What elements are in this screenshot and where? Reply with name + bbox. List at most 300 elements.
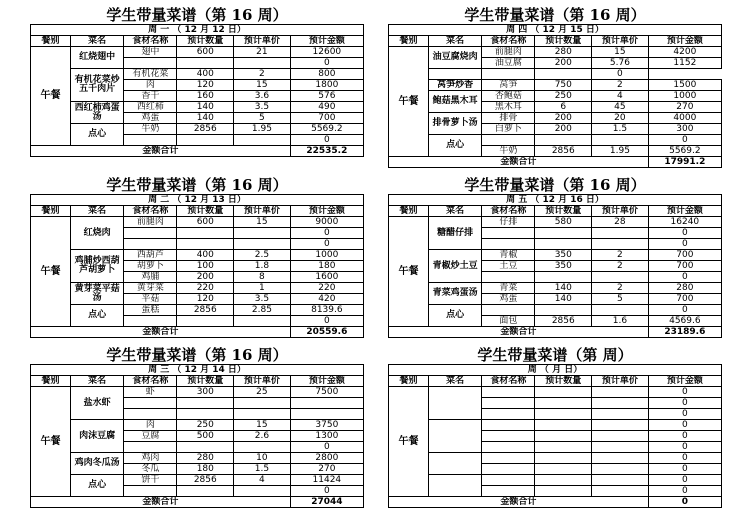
cell-qty: 580 — [535, 217, 592, 228]
total-row — [389, 327, 722, 338]
dish-name: 排骨萝卜汤 — [428, 113, 481, 135]
cell-qty: 750 — [535, 80, 592, 91]
cell-amt: 420 — [290, 294, 363, 305]
column-header: 预计金额 — [290, 376, 363, 387]
cell-qty: 250 — [535, 91, 592, 102]
cell-ing: 土豆 — [482, 261, 535, 272]
cell-amt: 700 — [290, 113, 363, 124]
cell-qty — [177, 228, 234, 239]
total-row — [31, 327, 364, 338]
cell-ing: 牛奶 — [482, 146, 535, 157]
cell-qty: 400 — [177, 69, 234, 80]
table-row — [31, 124, 364, 135]
column-header: 食材名称 — [124, 206, 177, 217]
column-header: 预计数量 — [177, 206, 234, 217]
cell-qty — [177, 239, 234, 250]
cell-amt: 1300 — [290, 431, 363, 442]
dish-name — [428, 387, 481, 420]
cell-price: 1 — [234, 283, 291, 294]
column-header: 预计金额 — [648, 206, 721, 217]
total-label: 金额合计 — [389, 497, 649, 508]
cell-price: 4 — [234, 475, 291, 486]
menu-block-blank — [388, 346, 722, 508]
menu-block-thursday — [388, 6, 722, 168]
menu-table — [30, 364, 364, 508]
column-header: 食材名称 — [482, 206, 535, 217]
cell-amt: 700 — [648, 261, 721, 272]
cell-price: 45 — [592, 102, 649, 113]
menu-block-monday — [30, 6, 364, 157]
cell-qty: 280 — [177, 453, 234, 464]
column-header: 餐别 — [389, 36, 429, 47]
cell-ing: 平菇 — [124, 294, 177, 305]
cell-qty: 2856 — [177, 475, 234, 486]
cell-qty — [177, 486, 234, 497]
day-label: 周 五 （ 12 月 16 日） — [389, 195, 722, 206]
day-row — [31, 25, 364, 36]
cell-price: 2.5 — [234, 250, 291, 261]
column-header: 餐别 — [389, 206, 429, 217]
column-header: 餐别 — [31, 206, 71, 217]
cell-ing: 前腿肉 — [482, 47, 535, 58]
day-row — [389, 365, 722, 376]
day-label: 周 二 （ 12 月 13 日） — [31, 195, 364, 206]
dish-name: 盐水虾 — [70, 387, 123, 420]
dish-name — [428, 420, 481, 453]
cell-ing — [428, 69, 481, 80]
dish-name: 有机花菜炒五千肉片 — [70, 69, 123, 102]
cell-amt: 0 — [648, 239, 721, 250]
dish-name: 红烧肉 — [70, 217, 123, 250]
cell-ing: 青菜 — [482, 283, 535, 294]
menu-table — [388, 24, 722, 168]
cell-ing — [482, 453, 535, 464]
cell-amt: 8139.6 — [290, 305, 363, 316]
cell-price — [234, 58, 291, 69]
meal-label: 午餐 — [31, 217, 71, 327]
cell-qty — [535, 272, 592, 283]
cell-ing — [124, 398, 177, 409]
dish-name: 点心 — [70, 124, 123, 146]
cell-amt: 0 — [648, 305, 721, 316]
header-row — [389, 206, 722, 217]
meal-label: 午餐 — [389, 387, 429, 497]
block-title: 学生带量菜谱（第 16 周） — [464, 6, 646, 24]
cell-ing — [482, 305, 535, 316]
menu-block-tuesday — [30, 176, 364, 338]
cell-price: 2.6 — [234, 431, 291, 442]
cell-amt: 4200 — [648, 47, 721, 58]
cell-ing: 油豆腐 — [482, 58, 535, 69]
column-header: 预计单价 — [234, 206, 291, 217]
cell-ing: 香干 — [124, 91, 177, 102]
cell-qty — [535, 398, 592, 409]
cell-qty — [535, 420, 592, 431]
column-header: 食材名称 — [482, 36, 535, 47]
day-label: 周 （ 月 日） — [389, 365, 722, 376]
cell-amt: 1500 — [648, 80, 721, 91]
cell-price: 20 — [592, 113, 649, 124]
cell-ing: 黄芽菜 — [124, 283, 177, 294]
meal-label: 午餐 — [31, 47, 71, 146]
cell-ing — [482, 409, 535, 420]
cell-amt: 12600 — [290, 47, 363, 58]
cell-qty: 500 — [177, 431, 234, 442]
cell-qty — [535, 135, 592, 146]
cell-amt: 16240 — [648, 217, 721, 228]
cell-qty: 200 — [535, 58, 592, 69]
column-header: 餐别 — [31, 36, 71, 47]
cell-ing: 胡萝卜 — [124, 261, 177, 272]
cell-price: 5.76 — [592, 58, 649, 69]
cell-ing — [482, 135, 535, 146]
cell-ing: 虾 — [124, 387, 177, 398]
cell-qty: 140 — [177, 113, 234, 124]
cell-amt: 0 — [290, 239, 363, 250]
cell-ing — [124, 239, 177, 250]
cell-amt: 0 — [648, 387, 721, 398]
cell-ing — [124, 409, 177, 420]
cell-qty: 200 — [177, 272, 234, 283]
cell-amt: 0 — [648, 409, 721, 420]
cell-ing — [482, 398, 535, 409]
cell-ing: 排骨 — [482, 113, 535, 124]
cell-price: 1.6 — [592, 316, 649, 327]
column-header: 预计单价 — [592, 376, 649, 387]
menu-table — [30, 24, 364, 157]
cell-price: 10 — [234, 453, 291, 464]
cell-qty — [535, 228, 592, 239]
cell-ing — [482, 475, 535, 486]
table-row — [31, 47, 364, 58]
column-header: 预计单价 — [592, 36, 649, 47]
total-amount: 0 — [648, 497, 721, 508]
cell-price — [592, 305, 649, 316]
day-row — [389, 195, 722, 206]
cell-amt: 0 — [648, 420, 721, 431]
cell-amt: 490 — [290, 102, 363, 113]
cell-price: 2 — [234, 69, 291, 80]
dish-name: 糖醋仔排 — [428, 217, 481, 250]
table-row — [389, 250, 722, 261]
column-header: 食材名称 — [124, 36, 177, 47]
table-row — [31, 69, 364, 80]
dish-name: 点心 — [70, 475, 123, 497]
cell-qty: 220 — [177, 283, 234, 294]
cell-price: 28 — [592, 217, 649, 228]
cell-amt: 1800 — [290, 80, 363, 91]
cell-price: 3.5 — [234, 294, 291, 305]
cell-qty: 350 — [535, 261, 592, 272]
cell-qty — [535, 305, 592, 316]
cell-amt: 300 — [648, 124, 721, 135]
cell-amt: 0 — [290, 58, 363, 69]
table-row — [389, 113, 722, 124]
day-row — [31, 365, 364, 376]
cell-ing: 饼干 — [124, 475, 177, 486]
cell-ing — [124, 316, 177, 327]
total-label: 金额合计 — [389, 327, 649, 338]
column-header: 预计单价 — [234, 36, 291, 47]
cell-qty: 600 — [177, 217, 234, 228]
table-row — [389, 80, 722, 91]
cell-amt: 0 — [648, 135, 721, 146]
cell-amt: 1600 — [290, 272, 363, 283]
cell-ing: 肉 — [124, 420, 177, 431]
menu-block-friday — [388, 176, 722, 338]
cell-ing — [482, 442, 535, 453]
header-row — [31, 206, 364, 217]
menu-block-wednesday — [30, 346, 364, 508]
dish-name: 鸡脯炒西葫芦胡萝卜 — [70, 250, 123, 283]
cell-qty: 140 — [535, 283, 592, 294]
day-row — [389, 25, 722, 36]
meal-label: 午餐 — [389, 217, 429, 327]
cell-ing — [482, 387, 535, 398]
cell-amt: 280 — [648, 283, 721, 294]
day-label: 周 三 （ 12 月 14 日） — [31, 365, 364, 376]
dish-name: 鲍菇黑木耳 — [428, 91, 481, 113]
table-row — [31, 475, 364, 486]
cell-qty: 120 — [177, 80, 234, 91]
cell-qty: 2856 — [177, 124, 234, 135]
column-header: 菜名 — [70, 376, 123, 387]
dish-name: 点心 — [428, 135, 481, 157]
cell-amt: 11424 — [290, 475, 363, 486]
column-header: 菜名 — [428, 376, 481, 387]
cell-ing: 牛奶 — [124, 124, 177, 135]
cell-ing: 杏鲍菇 — [482, 91, 535, 102]
cell-qty — [482, 69, 535, 80]
cell-amt: 0 — [648, 272, 721, 283]
cell-ing — [482, 239, 535, 250]
cell-qty: 2856 — [535, 316, 592, 327]
cell-price: 8 — [234, 272, 291, 283]
table-row — [389, 283, 722, 294]
column-header: 预计单价 — [234, 376, 291, 387]
cell-qty — [535, 486, 592, 497]
cell-ing: 鸡蛋 — [124, 113, 177, 124]
cell-amt: 0 — [648, 486, 721, 497]
dish-name: 肉沫豆腐 — [70, 420, 123, 453]
column-header: 菜名 — [70, 206, 123, 217]
cell-amt: 0 — [648, 431, 721, 442]
cell-qty: 200 — [535, 113, 592, 124]
cell-amt: 0 — [648, 228, 721, 239]
cell-amt: 270 — [290, 464, 363, 475]
cell-price — [592, 228, 649, 239]
table-row — [389, 91, 722, 102]
cell-price: 5 — [234, 113, 291, 124]
cell-amt: 0 — [648, 442, 721, 453]
table-row — [389, 135, 722, 146]
total-row — [389, 157, 722, 168]
cell-amt: 4569.6 — [648, 316, 721, 327]
cell-price — [592, 272, 649, 283]
cell-qty: 6 — [535, 102, 592, 113]
cell-qty — [535, 442, 592, 453]
cell-qty: 180 — [177, 464, 234, 475]
total-label: 金额合计 — [31, 146, 291, 157]
table-row — [31, 387, 364, 398]
cell-price — [592, 420, 649, 431]
column-header: 预计数量 — [535, 206, 592, 217]
block-title: 学生带量菜谱（第 16 周） — [106, 346, 288, 364]
table-row — [389, 69, 722, 80]
cell-ing — [482, 228, 535, 239]
cell-amt: 0 — [648, 398, 721, 409]
cell-price: 1.8 — [234, 261, 291, 272]
table-row — [389, 305, 722, 316]
cell-qty — [177, 135, 234, 146]
table-row — [31, 283, 364, 294]
cell-qty — [177, 409, 234, 420]
cell-qty: 280 — [535, 47, 592, 58]
dish-name — [428, 475, 481, 497]
table-row — [389, 387, 722, 398]
cell-price — [234, 228, 291, 239]
dish-name: 青菜鸡蛋汤 — [428, 283, 481, 305]
cell-qty — [535, 431, 592, 442]
cell-price — [592, 135, 649, 146]
cell-ing — [124, 228, 177, 239]
cell-ing: 豆腐 — [124, 431, 177, 442]
cell-price: 4 — [592, 91, 649, 102]
cell-price: 3.5 — [234, 102, 291, 113]
cell-ing: 面包 — [482, 316, 535, 327]
cell-price: 15 — [234, 420, 291, 431]
cell-amt: 0 — [648, 453, 721, 464]
cell-amt: 576 — [290, 91, 363, 102]
cell-amt — [290, 398, 363, 409]
column-header: 预计金额 — [290, 206, 363, 217]
dish-name: 红烧翅中 — [70, 47, 123, 69]
cell-qty: 2856 — [177, 305, 234, 316]
table-row — [389, 420, 722, 431]
column-header: 预计金额 — [290, 36, 363, 47]
cell-qty: 160 — [177, 91, 234, 102]
cell-amt: 700 — [648, 250, 721, 261]
table-row — [31, 305, 364, 316]
column-header: 食材名称 — [124, 376, 177, 387]
total-row — [389, 497, 722, 508]
dish-name: 点心 — [428, 305, 481, 327]
total-label: 金额合计 — [389, 157, 649, 168]
cell-amt: 9000 — [290, 217, 363, 228]
table-row — [389, 453, 722, 464]
cell-ing: 鸡蛋 — [482, 294, 535, 305]
dish-name: 点心 — [70, 305, 123, 327]
cell-qty — [535, 475, 592, 486]
cell-qty — [177, 316, 234, 327]
cell-price: 5 — [592, 294, 649, 305]
cell-price — [592, 239, 649, 250]
cell-price: 2 — [592, 261, 649, 272]
cell-price — [234, 486, 291, 497]
cell-price — [535, 69, 592, 80]
cell-amt: 220 — [290, 283, 363, 294]
table-row — [389, 217, 722, 228]
cell-qty — [177, 398, 234, 409]
dish-name: 青椒炒土豆 — [428, 250, 481, 283]
column-header: 菜名 — [70, 36, 123, 47]
cell-amt: 4000 — [648, 113, 721, 124]
cell-price — [592, 486, 649, 497]
table-row — [31, 217, 364, 228]
table-row — [389, 475, 722, 486]
cell-ing — [482, 464, 535, 475]
cell-qty — [535, 464, 592, 475]
cell-amt: 0 — [290, 228, 363, 239]
cell-qty — [177, 58, 234, 69]
cell-ing: 西葫芦 — [124, 250, 177, 261]
menu-table — [388, 364, 722, 508]
table-row — [31, 420, 364, 431]
cell-amt: 1152 — [648, 58, 721, 69]
cell-ing: 蛋糕 — [124, 305, 177, 316]
meal-label: 午餐 — [31, 387, 71, 497]
total-row — [31, 146, 364, 157]
cell-qty: 350 — [535, 250, 592, 261]
cell-amt: 5569.2 — [290, 124, 363, 135]
dish-name: 西红柿鸡蛋汤 — [70, 102, 123, 124]
day-label: 周 四 （ 12 月 15 日） — [389, 25, 722, 36]
cell-qty: 120 — [177, 294, 234, 305]
cell-amt: 3750 — [290, 420, 363, 431]
day-label: 周 一 （ 12 月 12 日） — [31, 25, 364, 36]
cell-price: 2 — [592, 80, 649, 91]
total-label: 金额合计 — [31, 497, 291, 508]
cell-price — [592, 442, 649, 453]
column-header: 预计数量 — [535, 36, 592, 47]
cell-amt: 0 — [290, 442, 363, 453]
cell-qty: 200 — [535, 124, 592, 135]
cell-price: 2 — [592, 250, 649, 261]
total-amount: 22535.2 — [290, 146, 363, 157]
column-header: 餐别 — [389, 376, 429, 387]
total-row — [31, 497, 364, 508]
cell-amt: 1000 — [648, 91, 721, 102]
cell-qty: 400 — [177, 250, 234, 261]
cell-ing — [124, 135, 177, 146]
total-amount: 20559.6 — [290, 327, 363, 338]
cell-qty: 250 — [177, 420, 234, 431]
cell-qty: 300 — [177, 387, 234, 398]
total-amount: 17991.2 — [648, 157, 721, 168]
table-row — [389, 47, 722, 58]
column-header: 食材名称 — [482, 376, 535, 387]
cell-price — [592, 431, 649, 442]
cell-price: 15 — [234, 80, 291, 91]
cell-price: 1.5 — [234, 464, 291, 475]
cell-price — [592, 387, 649, 398]
cell-price — [592, 453, 649, 464]
cell-ing: 前腿肉 — [124, 217, 177, 228]
cell-amt: 0 — [592, 69, 649, 80]
cell-amt: 5569.2 — [648, 146, 721, 157]
total-label: 金额合计 — [31, 327, 291, 338]
meal-label: 午餐 — [389, 47, 429, 157]
cell-amt: 7500 — [290, 387, 363, 398]
dish-name — [428, 453, 481, 475]
total-amount: 27044 — [290, 497, 363, 508]
cell-amt: 0 — [290, 316, 363, 327]
table-row — [31, 453, 364, 464]
cell-amt: 0 — [648, 464, 721, 475]
cell-price — [592, 464, 649, 475]
cell-amt: 2800 — [290, 453, 363, 464]
total-amount: 23189.6 — [648, 327, 721, 338]
